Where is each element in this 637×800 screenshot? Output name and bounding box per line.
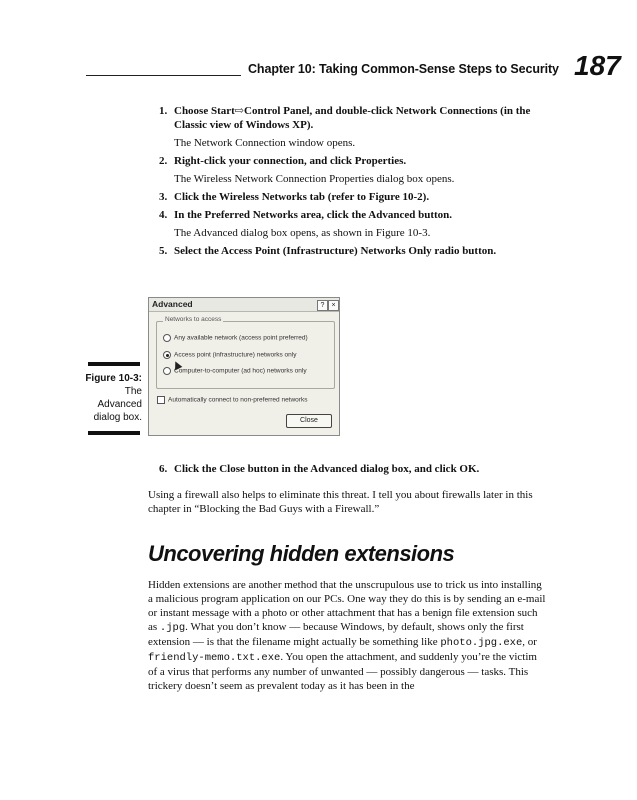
figure-bar-bottom — [88, 431, 140, 435]
radio-icon — [163, 367, 171, 375]
step-result: The Network Connection window opens. — [174, 137, 356, 149]
dialog-titlebar — [149, 298, 339, 312]
checkbox-label: Automatically connect to non-preferred networks — [168, 396, 308, 404]
step-result: The Advanced dialog box opens, as shown in Figure 10-3. — [174, 227, 431, 239]
close-icon[interactable]: × — [328, 300, 339, 311]
step-item — [150, 104, 550, 150]
step-instruction: Select the Access Point (Infrastructure) Networks Only radio button. — [174, 245, 497, 257]
step-instruction: Click the Wireless Networks tab (refer to Figure 10-2). — [174, 191, 430, 203]
auto-connect-checkbox[interactable] — [157, 396, 307, 404]
step-item — [150, 154, 550, 186]
radio-label: Computer-to-computer (ad hoc) networks only — [174, 367, 307, 375]
radio-selected-icon — [163, 351, 171, 359]
radio-ad-hoc[interactable] — [163, 367, 307, 375]
step-instruction: Click the Close button in the Advanced dialog box, and click OK. — [174, 463, 480, 475]
figure-bar-top — [88, 362, 140, 366]
step-instruction: Choose Start⇨Control Panel, and double-click Network Connections (in the Classic view of Windows XP). — [174, 105, 531, 131]
radio-label: Access point (infrastructure) networks only — [174, 351, 297, 359]
group-label: Networks to access — [165, 316, 222, 323]
networks-group — [156, 316, 335, 389]
chapter-title: Chapter 10: Taking Common-Sense Steps to Security — [248, 62, 559, 76]
step-result: The Wireless Network Connection Properties dialog box opens. — [174, 173, 455, 185]
figure-caption-text: The Advanced dialog box. — [93, 386, 142, 423]
paragraph-text: . You open the attachment, and suddenly you’re the victim of a virus that performs any number of unwanted — possibly dangerous — tasks. This trickery doesn’t seem as prevalent today as it has been in the — [148, 651, 537, 692]
checkbox-icon — [157, 396, 165, 404]
paragraph-text: . What you don’t know — because Windows, by default, shows only the first extension — is that the filename might actually be something like — [148, 621, 524, 648]
header-rule — [86, 75, 241, 76]
step-instruction: Right-click your connection, and click Properties. — [174, 155, 407, 167]
step-item — [150, 190, 550, 204]
step-number: 4. — [159, 209, 168, 221]
step-list — [150, 104, 550, 262]
step-number: 5. — [159, 245, 168, 257]
step-number: 6. — [159, 463, 168, 475]
radio-icon — [163, 334, 171, 342]
step-item — [150, 244, 550, 258]
code-extension: .jpg — [159, 622, 186, 634]
code-filename: photo.jpg.exe — [440, 637, 523, 649]
paragraph-text: Hidden extensions are another method that the unscrupulous use to trick us into installing a malicious program application on our PCs. One way they do this is by sending an e-mail or instant message with a photo or other attachment that has a benign file extension such as — [148, 579, 546, 633]
radio-any-network[interactable] — [163, 334, 308, 342]
page-number: 187 — [574, 50, 621, 81]
help-icon[interactable]: ? — [317, 300, 328, 311]
close-button[interactable]: Close — [286, 414, 332, 428]
paragraph-firewall: Using a firewall also helps to eliminate this threat. I tell you about firewalls later in this chapter in “Blocking the Bad Guys with a Firewall.” — [148, 489, 533, 515]
paragraph-text: , or — [522, 636, 537, 648]
paragraph-hidden-extensions — [148, 578, 548, 693]
figure-number: Figure 10-3: — [85, 373, 142, 384]
figure-caption — [80, 372, 142, 424]
step-instruction: In the Preferred Networks area, click the Advanced button. — [174, 209, 453, 221]
dialog-title: Advanced — [152, 299, 193, 309]
advanced-dialog — [148, 297, 340, 436]
step-number: 3. — [159, 191, 168, 203]
radio-label: Any available network (access point preferred) — [174, 334, 308, 342]
section-heading: Uncovering hidden extensions — [148, 541, 455, 566]
step-item — [150, 208, 550, 240]
step-number: 1. — [159, 105, 168, 117]
step-item — [150, 462, 550, 476]
code-filename: friendly-memo.txt.exe — [148, 652, 281, 664]
radio-access-point[interactable] — [163, 351, 296, 359]
step-number: 2. — [159, 155, 168, 167]
